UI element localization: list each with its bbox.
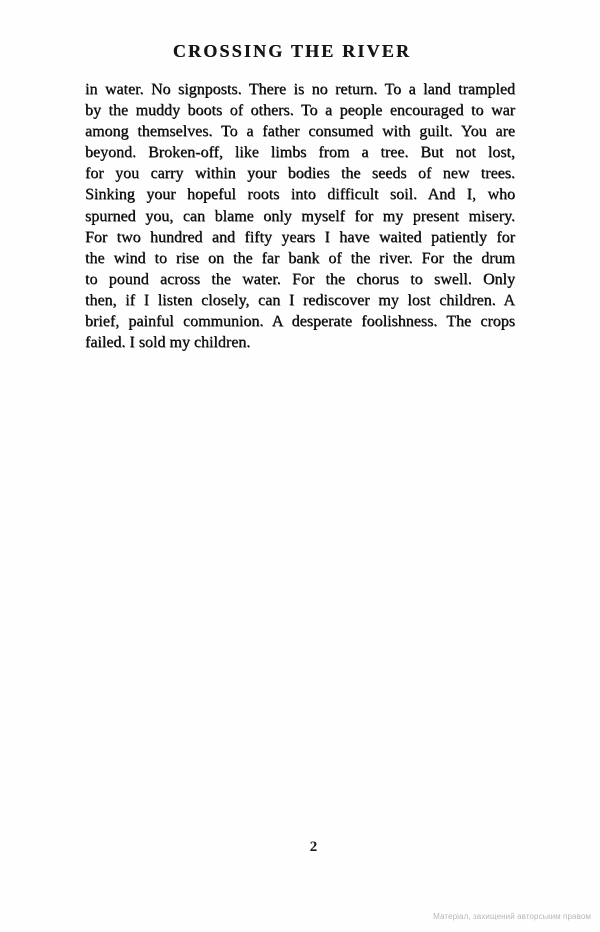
text-line: to pound across the water. For the chorus to swell. Only <box>85 270 515 288</box>
text-line: then, if I listen closely, can I rediscover my lost children. A <box>85 291 515 309</box>
text-line: among themselves. To a father consumed with guilt. You are <box>85 123 515 141</box>
text-line: beyond. Broken-off, like limbs from a tree. But not lost, <box>85 144 515 162</box>
text-line: in water. No signposts. There is no return. To a land trampled <box>85 81 515 98</box>
page-number: 2 <box>309 839 318 855</box>
body-text <box>85 79 515 353</box>
text-line: the wind to rise on the far bank of the river. For the drum <box>85 249 515 267</box>
text-line: failed. I sold my children. <box>85 334 251 352</box>
running-head: CROSSING THE RIVER <box>172 41 412 61</box>
text-line: for you carry within your bodies the seeds of new trees. <box>85 165 515 183</box>
text-line: For two hundred and fifty years I have waited patiently for <box>85 228 515 246</box>
copyright-watermark: Матеріал, захищений авторським правом <box>433 912 591 921</box>
text-line: by the muddy boots of others. To a people encouraged to war <box>85 102 515 120</box>
text-line: Sinking your hopeful roots into difficult soil. And I, who <box>85 186 515 204</box>
text-line: spurned you, can blame only myself for my present misery. <box>85 207 515 225</box>
text-line: brief, painful communion. A desperate foolishness. The crops <box>85 313 515 331</box>
